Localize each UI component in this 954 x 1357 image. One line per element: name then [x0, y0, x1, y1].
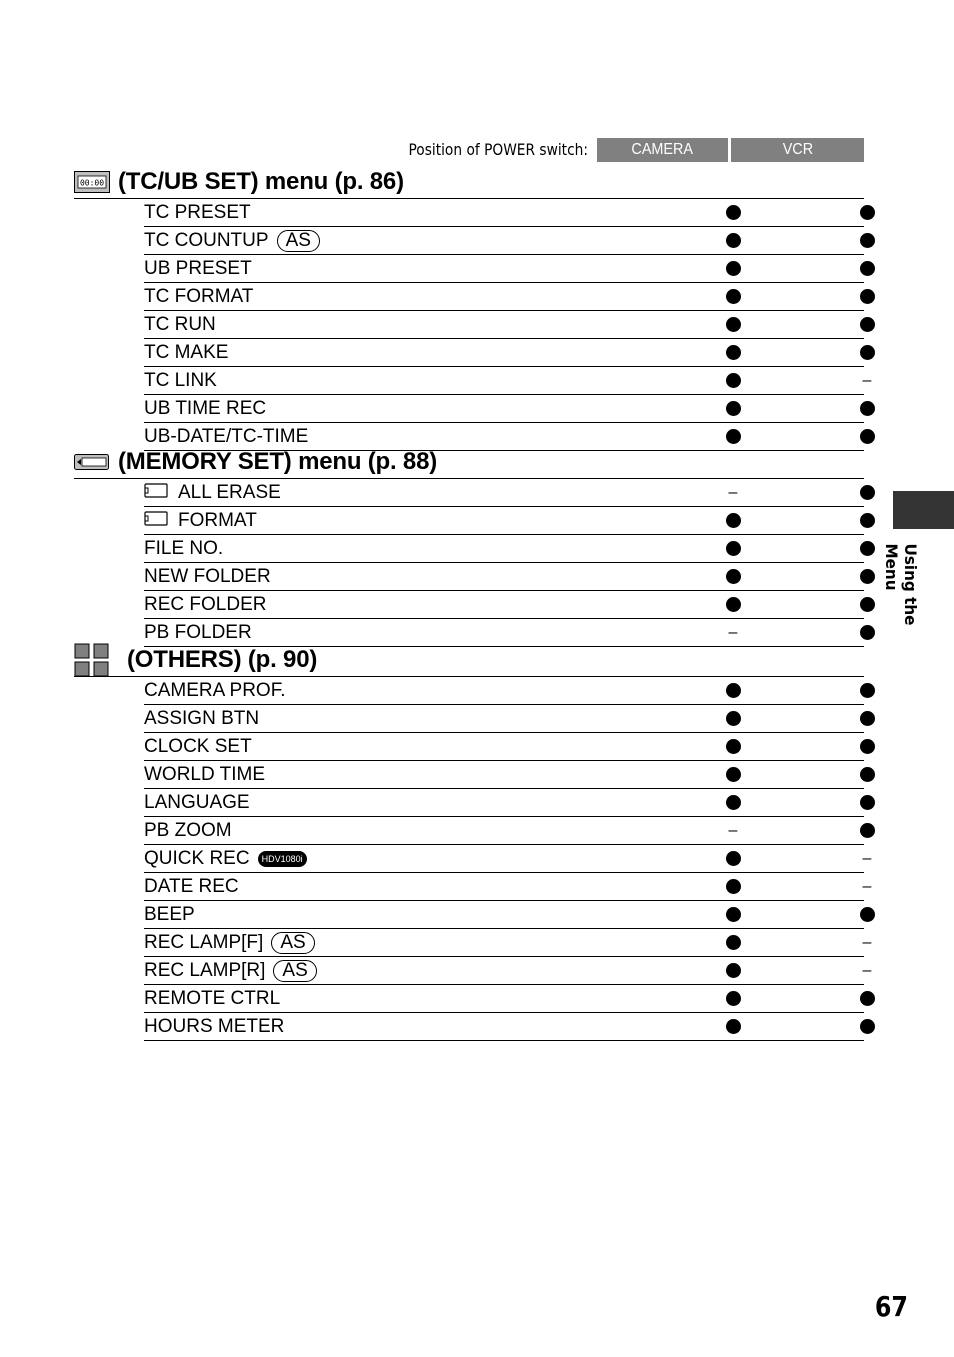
unavailable-dash: – — [862, 933, 872, 951]
supported-dot — [860, 625, 875, 640]
row-label-group — [144, 367, 217, 394]
unavailable-dash: – — [728, 483, 738, 501]
row-label-group — [144, 591, 266, 618]
vcr-cell — [847, 901, 887, 928]
menu-row — [144, 845, 872, 873]
menu-rows — [144, 479, 864, 647]
as-badge-icon: AS — [277, 230, 320, 252]
vcr-cell — [847, 255, 887, 282]
unavailable-dash: – — [862, 877, 872, 895]
vcr-cell — [847, 789, 887, 816]
menu-row — [144, 677, 864, 705]
menu-row — [144, 761, 864, 789]
supported-dot — [726, 963, 741, 978]
supported-dot — [726, 401, 741, 416]
supported-dot — [726, 205, 741, 220]
memory-set-icon — [74, 450, 110, 474]
section-others — [74, 644, 872, 1041]
power-switch-label: Position of POWER switch: — [408, 140, 588, 159]
row-label: FORMAT — [178, 509, 257, 531]
row-label: BEEP — [144, 903, 195, 925]
camera-cell — [713, 1013, 753, 1040]
supported-dot — [726, 851, 741, 866]
row-label-group — [144, 845, 307, 872]
row-label: CLOCK SET — [144, 735, 252, 757]
supported-dot — [860, 795, 875, 810]
supported-dot — [726, 879, 741, 894]
camera-cell — [713, 705, 753, 732]
supported-dot — [726, 513, 741, 528]
row-label: ALL ERASE — [178, 481, 281, 503]
row-label-group — [144, 901, 195, 928]
row-label: TC PRESET — [144, 201, 251, 223]
row-label-group — [144, 395, 266, 422]
row-label: UB PRESET — [144, 257, 252, 279]
row-label: UB-DATE/TC-TIME — [144, 425, 309, 447]
supported-dot — [860, 683, 875, 698]
menu-row — [144, 339, 864, 367]
row-label: LANGUAGE — [144, 791, 250, 813]
menu-row — [144, 479, 864, 507]
supported-dot — [860, 597, 875, 612]
vcr-cell — [847, 339, 887, 366]
menu-row — [144, 789, 864, 817]
row-label-group — [144, 255, 252, 282]
camera-cell — [713, 339, 753, 366]
menu-row — [144, 957, 872, 985]
row-label-group — [144, 1013, 284, 1040]
row-label: UB TIME REC — [144, 397, 267, 419]
camera-cell — [713, 677, 753, 704]
supported-dot — [860, 345, 875, 360]
row-label-group — [144, 705, 259, 732]
section-memory-set — [74, 446, 864, 647]
as-badge-icon: AS — [273, 960, 316, 982]
section-header — [74, 166, 864, 199]
page-number: 67 — [874, 1290, 908, 1323]
supported-dot — [860, 289, 875, 304]
row-label: FILE NO. — [144, 537, 224, 559]
supported-dot — [726, 597, 741, 612]
row-label-group — [144, 199, 251, 226]
vcr-column-header: VCR — [731, 138, 864, 162]
camera-cell — [713, 761, 753, 788]
supported-dot — [726, 373, 741, 388]
camera-cell — [713, 873, 753, 900]
menu-rows — [144, 677, 872, 1041]
row-label-group — [144, 761, 265, 788]
supported-dot — [726, 683, 741, 698]
unavailable-dash: – — [728, 821, 738, 839]
supported-dot — [726, 541, 741, 556]
supported-dot — [726, 711, 741, 726]
row-label-group — [144, 985, 280, 1012]
row-label-group — [144, 227, 320, 254]
supported-dot — [860, 401, 875, 416]
supported-dot — [860, 823, 875, 838]
section-header — [74, 644, 864, 677]
supported-dot — [860, 569, 875, 584]
row-label-group — [144, 619, 252, 646]
row-label: REC FOLDER — [144, 593, 267, 615]
row-label-group — [144, 507, 257, 534]
menu-row — [144, 507, 864, 535]
menu-row — [144, 367, 872, 395]
row-label: TC LINK — [144, 369, 217, 391]
section-title: (OTHERS) (p. 90) — [127, 646, 318, 673]
row-label-group — [144, 283, 253, 310]
as-badge-icon: AS — [271, 932, 314, 954]
menu-row — [144, 591, 864, 619]
camera-column-header: CAMERA — [597, 138, 728, 162]
supported-dot — [726, 345, 741, 360]
vcr-cell — [847, 591, 887, 618]
camera-cell — [713, 789, 753, 816]
row-label-group — [144, 929, 315, 956]
row-label-group — [144, 535, 223, 562]
menu-row — [144, 733, 864, 761]
row-label-group — [144, 957, 317, 984]
vcr-cell — [847, 733, 887, 760]
vcr-cell — [847, 395, 887, 422]
menu-rows — [144, 199, 872, 451]
supported-dot — [726, 261, 741, 276]
camera-cell — [713, 227, 753, 254]
vcr-cell — [847, 677, 887, 704]
chapter-tab — [893, 491, 954, 529]
supported-dot — [860, 233, 875, 248]
camera-cell — [713, 733, 753, 760]
camera-cell — [713, 985, 753, 1012]
menu-row — [144, 985, 864, 1013]
row-label-group — [144, 873, 239, 900]
vcr-cell — [847, 929, 887, 956]
memory-card-icon — [144, 482, 168, 504]
supported-dot — [860, 513, 875, 528]
memory-card-icon — [144, 510, 168, 532]
row-label: QUICK REC — [144, 847, 250, 869]
camera-cell — [713, 283, 753, 310]
menu-row — [144, 255, 864, 283]
supported-dot — [860, 429, 875, 444]
section-title: (TC/UB SET) menu (p. 86) — [118, 168, 404, 195]
menu-row — [144, 227, 864, 255]
vcr-cell — [847, 845, 887, 872]
row-label-group — [144, 817, 232, 844]
supported-dot — [726, 233, 741, 248]
vcr-cell — [847, 535, 887, 562]
supported-dot — [726, 1019, 741, 1034]
row-label-group — [144, 479, 281, 506]
row-label-group — [144, 311, 216, 338]
menu-row — [144, 873, 872, 901]
camera-cell — [713, 507, 753, 534]
row-label-group — [144, 789, 250, 816]
supported-dot — [726, 289, 741, 304]
camera-cell — [713, 957, 753, 984]
camera-cell — [713, 367, 753, 394]
camera-cell — [713, 929, 753, 956]
supported-dot — [726, 739, 741, 754]
supported-dot — [860, 261, 875, 276]
unavailable-dash: – — [728, 623, 738, 641]
menu-row — [144, 817, 864, 845]
supported-dot — [726, 991, 741, 1006]
vcr-cell — [847, 507, 887, 534]
supported-dot — [860, 485, 875, 500]
row-label-group — [144, 733, 252, 760]
row-label: HOURS METER — [144, 1015, 285, 1037]
supported-dot — [860, 907, 875, 922]
camera-cell — [713, 817, 753, 844]
supported-dot — [860, 1019, 875, 1034]
vcr-cell — [847, 873, 887, 900]
supported-dot — [726, 795, 741, 810]
row-label: REC LAMP[R] — [144, 959, 266, 981]
row-label-group — [144, 563, 271, 590]
vcr-cell — [847, 227, 887, 254]
row-label: REC LAMP[F] — [144, 931, 264, 953]
row-label: NEW FOLDER — [144, 565, 271, 587]
vcr-cell — [847, 367, 887, 394]
camera-cell — [713, 535, 753, 562]
camera-cell — [713, 395, 753, 422]
supported-dot — [726, 935, 741, 950]
supported-dot — [726, 767, 741, 782]
supported-dot — [726, 907, 741, 922]
side-tab-label: Using the Menu — [882, 543, 920, 626]
camera-cell — [713, 199, 753, 226]
supported-dot — [860, 317, 875, 332]
unavailable-dash: – — [862, 371, 872, 389]
row-label: WORLD TIME — [144, 763, 266, 785]
unavailable-dash: – — [862, 849, 872, 867]
unavailable-dash: – — [862, 961, 872, 979]
vcr-cell — [847, 761, 887, 788]
menu-row — [144, 283, 864, 311]
section-title: (MEMORY SET) menu (p. 88) — [118, 448, 438, 475]
section-header — [74, 446, 864, 479]
menu-row — [144, 619, 864, 647]
row-label-group — [144, 339, 228, 366]
menu-row — [144, 705, 864, 733]
camera-cell — [713, 255, 753, 282]
row-label: TC MAKE — [144, 341, 229, 363]
supported-dot — [860, 711, 875, 726]
supported-dot — [726, 317, 741, 332]
svg-text:00:00: 00:00 — [79, 178, 105, 188]
row-label-group — [144, 677, 285, 704]
row-label: PB ZOOM — [144, 819, 232, 841]
supported-dot — [860, 991, 875, 1006]
menu-row — [144, 901, 864, 929]
vcr-cell — [847, 1013, 887, 1040]
camera-cell — [713, 619, 753, 646]
section-tc-ub-set — [74, 166, 872, 451]
camera-cell — [713, 479, 753, 506]
menu-row — [144, 1013, 864, 1041]
vcr-cell — [847, 817, 887, 844]
supported-dot — [860, 541, 875, 556]
camera-cell — [713, 563, 753, 590]
menu-row — [144, 199, 864, 227]
camera-cell — [713, 901, 753, 928]
row-label: DATE REC — [144, 875, 239, 897]
vcr-cell — [847, 199, 887, 226]
row-label: TC FORMAT — [144, 285, 254, 307]
vcr-cell — [847, 705, 887, 732]
supported-dot — [860, 205, 875, 220]
camera-cell — [713, 311, 753, 338]
supported-dot — [860, 739, 875, 754]
row-label: ASSIGN BTN — [144, 707, 260, 729]
vcr-cell — [847, 479, 887, 506]
vcr-cell — [847, 957, 887, 984]
vcr-cell — [847, 619, 887, 646]
tc-ub-icon — [74, 170, 110, 194]
menu-row — [144, 929, 872, 957]
row-label: REMOTE CTRL — [144, 987, 281, 1009]
vcr-cell — [847, 563, 887, 590]
menu-row — [144, 535, 864, 563]
row-label: PB FOLDER — [144, 621, 252, 643]
menu-row — [144, 395, 864, 423]
row-label: TC RUN — [144, 313, 216, 335]
menu-row — [144, 311, 864, 339]
others-icon — [74, 648, 110, 672]
row-label: TC COUNTUP — [144, 229, 269, 251]
supported-dot — [860, 767, 875, 782]
row-label: CAMERA PROF. — [144, 679, 286, 701]
supported-dot — [726, 569, 741, 584]
camera-cell — [713, 845, 753, 872]
vcr-cell — [847, 311, 887, 338]
camera-cell — [713, 591, 753, 618]
supported-dot — [726, 429, 741, 444]
hdv1080i-badge-icon: HDV1080i — [258, 851, 307, 867]
vcr-cell — [847, 283, 887, 310]
vcr-cell — [847, 985, 887, 1012]
menu-row — [144, 563, 864, 591]
